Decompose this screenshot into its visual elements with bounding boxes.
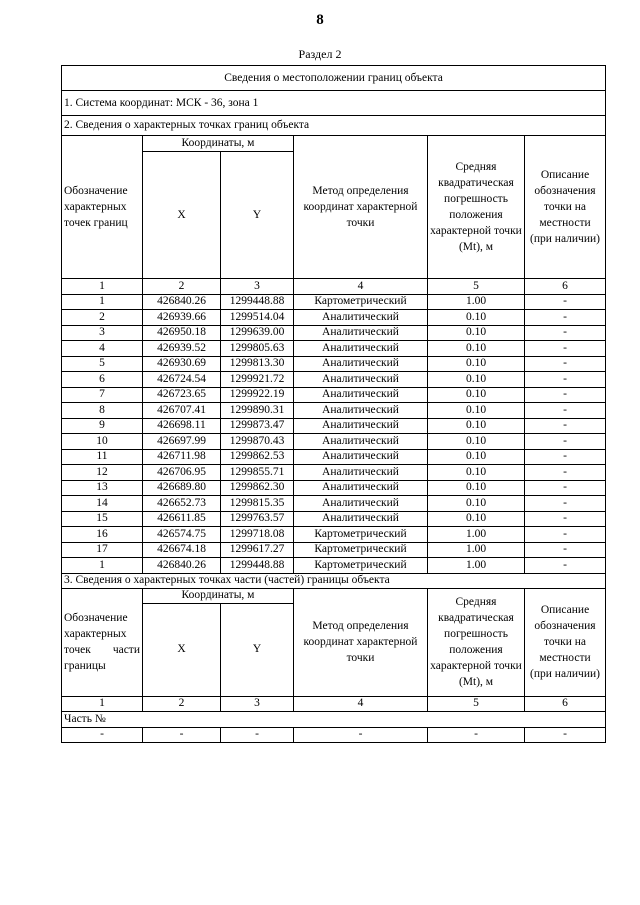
table-cell: 2 bbox=[62, 310, 143, 326]
table-cell: 0.10 bbox=[428, 465, 525, 481]
table-cell: - bbox=[221, 727, 294, 743]
table-cell: - bbox=[525, 527, 606, 543]
table-cell: - bbox=[525, 294, 606, 310]
table-row bbox=[62, 496, 606, 512]
table-cell: 426674.18 bbox=[143, 542, 221, 558]
column-number: 6 bbox=[525, 279, 606, 295]
table-cell: 426840.26 bbox=[143, 294, 221, 310]
table-cell: 426724.54 bbox=[143, 372, 221, 388]
table-row bbox=[62, 434, 606, 450]
table-cell: 426697.99 bbox=[143, 434, 221, 450]
table-cell: - bbox=[525, 465, 606, 481]
table-cell: 0.10 bbox=[428, 356, 525, 372]
table-cell: - bbox=[525, 727, 606, 743]
table-cell: Аналитический bbox=[294, 341, 428, 357]
column-number: 3 bbox=[221, 279, 294, 295]
table-row bbox=[62, 480, 606, 496]
table-cell: - bbox=[62, 727, 143, 743]
table-cell: - bbox=[525, 480, 606, 496]
table-cell: Аналитический bbox=[294, 465, 428, 481]
table-cell: - bbox=[525, 325, 606, 341]
table-cell: 11 bbox=[62, 449, 143, 465]
table-cell: - bbox=[525, 310, 606, 326]
table-cell: 1299448.88 bbox=[221, 294, 294, 310]
table-cell: Аналитический bbox=[294, 434, 428, 450]
table-cell: 426930.69 bbox=[143, 356, 221, 372]
table-cell: - bbox=[525, 356, 606, 372]
table-cell: 10 bbox=[62, 434, 143, 450]
table-row bbox=[62, 558, 606, 574]
table-cell: 426652.73 bbox=[143, 496, 221, 512]
part1-title: 2. Сведения о характерных точках границ объекта bbox=[62, 116, 606, 136]
table-row bbox=[62, 341, 606, 357]
table-row bbox=[62, 294, 606, 310]
table-cell: 16 bbox=[62, 527, 143, 543]
table-cell: - bbox=[525, 372, 606, 388]
table-cell: 13 bbox=[62, 480, 143, 496]
table-title: Сведения о местоположении границ объекта bbox=[62, 66, 606, 91]
table-cell: 1299922.19 bbox=[221, 387, 294, 403]
column-number: 5 bbox=[428, 279, 525, 295]
table-cell: 0.10 bbox=[428, 372, 525, 388]
table-cell: 1.00 bbox=[428, 558, 525, 574]
table-cell: - bbox=[525, 434, 606, 450]
table-cell: 0.10 bbox=[428, 310, 525, 326]
table-cell: 1299813.30 bbox=[221, 356, 294, 372]
coordinate-system: 1. Система координат: МСК - 36, зона 1 bbox=[62, 91, 606, 116]
table-cell: 4 bbox=[62, 341, 143, 357]
column-number: 2 bbox=[143, 279, 221, 295]
table-cell: 0.10 bbox=[428, 403, 525, 419]
table-cell: - bbox=[525, 449, 606, 465]
table-row bbox=[62, 325, 606, 341]
table-cell: - bbox=[525, 496, 606, 512]
table-cell: 5 bbox=[62, 356, 143, 372]
table-cell: 426689.80 bbox=[143, 480, 221, 496]
table-row bbox=[62, 356, 606, 372]
column-number: 3 bbox=[221, 696, 294, 712]
table-cell: 1299855.71 bbox=[221, 465, 294, 481]
column-number: 4 bbox=[294, 696, 428, 712]
table-row bbox=[62, 372, 606, 388]
table-cell: 1299870.43 bbox=[221, 434, 294, 450]
table-cell: 426707.41 bbox=[143, 403, 221, 419]
table-cell: 15 bbox=[62, 511, 143, 527]
table-cell: 7 bbox=[62, 387, 143, 403]
header-error: Средняя квадратическая погрешность положения характерной точки (Mt), м bbox=[428, 136, 525, 279]
table-cell: Аналитический bbox=[294, 403, 428, 419]
header-designation: Обозначение характерных точек границ bbox=[62, 136, 143, 279]
table-cell: 0.10 bbox=[428, 449, 525, 465]
table-cell: 0.10 bbox=[428, 496, 525, 512]
table-cell: 1299873.47 bbox=[221, 418, 294, 434]
table-row bbox=[62, 511, 606, 527]
table-cell: 3 bbox=[62, 325, 143, 341]
table-cell: 9 bbox=[62, 418, 143, 434]
table-cell: 1299718.08 bbox=[221, 527, 294, 543]
table-cell: Аналитический bbox=[294, 418, 428, 434]
column-number: 4 bbox=[294, 279, 428, 295]
part2-header-coordinates: Координаты, м bbox=[143, 588, 294, 603]
table-cell: 1299639.00 bbox=[221, 325, 294, 341]
column-number: 2 bbox=[143, 696, 221, 712]
page-number: 8 bbox=[316, 12, 324, 28]
header-x: X bbox=[143, 152, 221, 279]
table-cell: Аналитический bbox=[294, 496, 428, 512]
table-row bbox=[62, 403, 606, 419]
column-number: 5 bbox=[428, 696, 525, 712]
table-cell: 1299617.27 bbox=[221, 542, 294, 558]
column-numbers-row bbox=[62, 279, 606, 295]
table-cell: Аналитический bbox=[294, 310, 428, 326]
column-number: 1 bbox=[62, 696, 143, 712]
table-cell: - bbox=[143, 727, 221, 743]
header-method: Метод определения координат характерной точки bbox=[294, 136, 428, 279]
table-cell: 1299890.31 bbox=[221, 403, 294, 419]
table-cell: - bbox=[525, 403, 606, 419]
table-cell: 1 bbox=[62, 294, 143, 310]
table-cell: Аналитический bbox=[294, 387, 428, 403]
table-cell: 0.10 bbox=[428, 325, 525, 341]
part2-header-method: Метод определения координат характерной точки bbox=[294, 588, 428, 696]
table-row bbox=[62, 727, 606, 743]
table-cell: 1299921.72 bbox=[221, 372, 294, 388]
table-cell: 426840.26 bbox=[143, 558, 221, 574]
table-cell: 426723.65 bbox=[143, 387, 221, 403]
part2-title-row bbox=[62, 573, 606, 588]
table-cell: Аналитический bbox=[294, 356, 428, 372]
table-cell: 1299815.35 bbox=[221, 496, 294, 512]
table-cell: 14 bbox=[62, 496, 143, 512]
table-row bbox=[62, 465, 606, 481]
table-cell: 1.00 bbox=[428, 542, 525, 558]
table-cell: Картометрический bbox=[294, 294, 428, 310]
table-cell: 1299805.63 bbox=[221, 341, 294, 357]
header-y: Y bbox=[221, 152, 294, 279]
table-cell: Картометрический bbox=[294, 527, 428, 543]
table-cell: 8 bbox=[62, 403, 143, 419]
part2-header-description: Описание обозначения точки на местности (при наличии) bbox=[525, 588, 606, 696]
part2-header-x: X bbox=[143, 603, 221, 696]
table-cell: 426711.98 bbox=[143, 449, 221, 465]
table-cell: - bbox=[525, 341, 606, 357]
table-cell: 1.00 bbox=[428, 527, 525, 543]
table-row bbox=[62, 542, 606, 558]
table-cell: - bbox=[525, 542, 606, 558]
table-cell: 1 bbox=[62, 558, 143, 574]
table-cell: 0.10 bbox=[428, 418, 525, 434]
table-cell: Аналитический bbox=[294, 325, 428, 341]
table-cell: 426698.11 bbox=[143, 418, 221, 434]
part2-header-designation: Обозначение характерных точек части границы bbox=[62, 588, 143, 696]
table-cell: 426611.85 bbox=[143, 511, 221, 527]
table-cell: 1299763.57 bbox=[221, 511, 294, 527]
table-cell: 17 bbox=[62, 542, 143, 558]
part2-header-error: Средняя квадратическая погрешность положения характерной точки (Mt), м bbox=[428, 588, 525, 696]
table-cell: - bbox=[525, 387, 606, 403]
column-number: 1 bbox=[62, 279, 143, 295]
table-cell: 0.10 bbox=[428, 434, 525, 450]
table-cell: - bbox=[525, 511, 606, 527]
part2-title: 3. Сведения о характерных точках части (частей) границы объекта bbox=[62, 573, 606, 588]
table-cell: 426950.18 bbox=[143, 325, 221, 341]
table-row bbox=[62, 418, 606, 434]
table-cell: 1299862.53 bbox=[221, 449, 294, 465]
table-cell: Картометрический bbox=[294, 542, 428, 558]
table-cell: 1.00 bbox=[428, 294, 525, 310]
table-cell: - bbox=[525, 558, 606, 574]
table-cell: Аналитический bbox=[294, 372, 428, 388]
column-number: 6 bbox=[525, 696, 606, 712]
table-cell: Аналитический bbox=[294, 480, 428, 496]
table-row bbox=[62, 387, 606, 403]
table-cell: Аналитический bbox=[294, 511, 428, 527]
header-coordinates: Координаты, м bbox=[143, 136, 294, 152]
table-cell: 426939.52 bbox=[143, 341, 221, 357]
table-row bbox=[62, 449, 606, 465]
table-cell: 0.10 bbox=[428, 511, 525, 527]
table-cell: Картометрический bbox=[294, 558, 428, 574]
table-cell: 426939.66 bbox=[143, 310, 221, 326]
table-row bbox=[62, 310, 606, 326]
header-description: Описание обозначения точки на местности (при наличии) bbox=[525, 136, 606, 279]
table-cell: 12 bbox=[62, 465, 143, 481]
table-cell: 6 bbox=[62, 372, 143, 388]
table-cell: 426706.95 bbox=[143, 465, 221, 481]
table-cell: 0.10 bbox=[428, 480, 525, 496]
table-row bbox=[62, 527, 606, 543]
table-cell: 0.10 bbox=[428, 387, 525, 403]
boundary-table bbox=[61, 65, 606, 743]
table-cell: - bbox=[428, 727, 525, 743]
part-label-row bbox=[62, 712, 606, 728]
table-cell: 1299448.88 bbox=[221, 558, 294, 574]
table-cell: - bbox=[294, 727, 428, 743]
table-cell: - bbox=[525, 418, 606, 434]
part2-header-y: Y bbox=[221, 603, 294, 696]
table-cell: 1299862.30 bbox=[221, 480, 294, 496]
table-cell: 1299514.04 bbox=[221, 310, 294, 326]
section-label: Раздел 2 bbox=[298, 47, 342, 61]
part-label: Часть № bbox=[62, 712, 606, 728]
part2-header-row bbox=[62, 588, 606, 603]
part2-column-numbers-row bbox=[62, 696, 606, 712]
table-cell: 426574.75 bbox=[143, 527, 221, 543]
table-cell: 0.10 bbox=[428, 341, 525, 357]
table-cell: Аналитический bbox=[294, 449, 428, 465]
